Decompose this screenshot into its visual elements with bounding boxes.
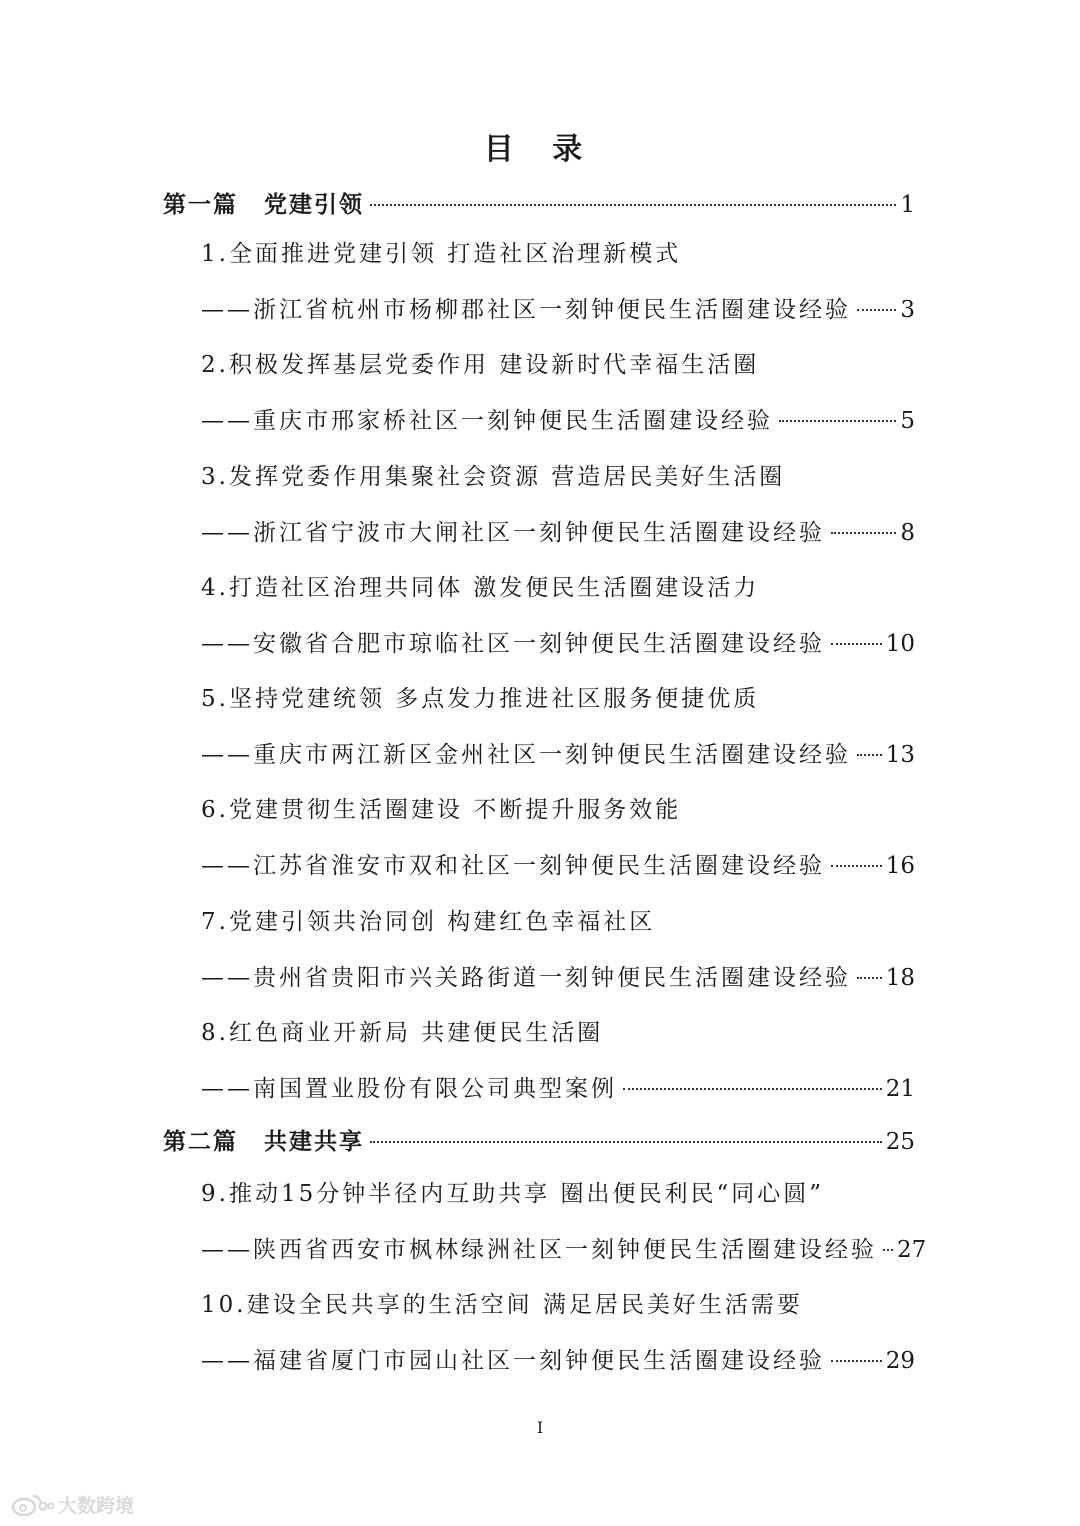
toc-article-subtitle-row[interactable]	[201, 401, 915, 441]
dot-leader	[831, 643, 882, 645]
page-number: 27	[897, 1237, 927, 1263]
toc-article-subtitle-row[interactable]	[201, 846, 915, 886]
toc-article-subtitle: ——陕西省西安市枫林绿洲社区一刻钟便民生活圈建设经验	[201, 1237, 877, 1263]
page-number: 13	[885, 742, 915, 768]
page-number: 21	[885, 1076, 915, 1102]
page-number: 25	[885, 1129, 915, 1155]
toc-article-subtitle: ——重庆市两江新区金州社区一刻钟便民生活圈建设经验	[201, 742, 851, 768]
toc-article-subtitle-row[interactable]	[201, 1341, 915, 1381]
dot-leader	[831, 865, 882, 867]
dot-leader	[883, 1249, 893, 1251]
page-number: 18	[885, 965, 915, 991]
toc-article-subtitle-row[interactable]	[201, 958, 915, 998]
dot-leader	[623, 1088, 882, 1090]
page-number: 3	[900, 297, 915, 323]
watermark-text: 大数跨境	[58, 1494, 135, 1517]
toc-article-subtitle: ——浙江省宁波市大闸社区一刻钟便民生活圈建设经验	[201, 520, 825, 546]
toc-article-subtitle-row[interactable]	[201, 1069, 915, 1109]
toc-article-subtitle: ——浙江省杭州市杨柳郡社区一刻钟便民生活圈建设经验	[201, 297, 851, 323]
dot-leader	[857, 754, 882, 756]
page-title: 目 录	[483, 132, 597, 167]
toc-article-title[interactable]: 6.党建贯彻生活圈建设 不断提升服务效能	[201, 797, 682, 823]
toc-article-title[interactable]: 2.积极发挥基层党委作用 建设新时代幸福生活圈	[201, 352, 760, 378]
weibo-logo-icon	[10, 1490, 54, 1518]
toc-article-subtitle: ——南国置业股份有限公司典型案例	[201, 1076, 617, 1102]
dot-leader	[831, 532, 896, 534]
dot-leader	[857, 309, 896, 311]
dot-leader	[370, 1141, 882, 1143]
footer-page-number: I	[536, 1418, 544, 1437]
dot-leader	[831, 1360, 882, 1362]
dot-leader	[370, 204, 896, 206]
part-label: 第二篇 共建共享	[163, 1129, 364, 1155]
toc-article-subtitle-row[interactable]	[201, 513, 915, 553]
dot-leader	[857, 977, 882, 979]
toc-article-title[interactable]: 9.推动15分钟半径内互助共享 圈出便民利民“同心圆”	[201, 1181, 825, 1207]
part-label: 第一篇 党建引领	[163, 192, 364, 218]
toc-article-title[interactable]: 4.打造社区治理共同体 激发便民生活圈建设活力	[201, 575, 760, 601]
page-number: 1	[900, 192, 915, 218]
dot-leader	[779, 420, 896, 422]
toc-article-subtitle-row[interactable]	[201, 1230, 927, 1270]
toc-article-subtitle: ——江苏省淮安市双和社区一刻钟便民生活圈建设经验	[201, 853, 825, 879]
toc-article-subtitle-row[interactable]	[201, 735, 915, 775]
toc-article-title[interactable]: 1.全面推进党建引领 打造社区治理新模式	[201, 241, 682, 267]
toc-article-title[interactable]: 5.坚持党建统领 多点发力推进社区服务便捷优质	[201, 686, 760, 712]
toc-part-2[interactable]	[163, 1122, 915, 1162]
toc-article-title[interactable]: 7.党建引领共治同创 构建红色幸福社区	[201, 909, 656, 935]
toc-article-title[interactable]: 3.发挥党委作用集聚社会资源 营造居民美好生活圈	[201, 464, 786, 490]
watermark	[10, 1490, 134, 1518]
page-number: 29	[885, 1348, 915, 1374]
toc-article-title[interactable]: 8.红色商业开新局 共建便民生活圈	[201, 1020, 604, 1046]
page-number: 16	[885, 853, 915, 879]
toc-article-subtitle-row[interactable]	[201, 290, 915, 330]
page-number: 5	[900, 408, 915, 434]
toc-article-subtitle: ——贵州省贵阳市兴关路街道一刻钟便民生活圈建设经验	[201, 965, 851, 991]
toc-part-1[interactable]	[163, 185, 915, 225]
page-number: 8	[900, 520, 915, 546]
toc-article-subtitle: ——福建省厦门市园山社区一刻钟便民生活圈建设经验	[201, 1348, 825, 1374]
toc-article-subtitle-row[interactable]	[201, 624, 915, 664]
toc-article-title[interactable]: 10.建设全民共享的生活空间 满足居民美好生活需要	[201, 1292, 803, 1318]
toc-article-subtitle: ——安徽省合肥市琼临社区一刻钟便民生活圈建设经验	[201, 631, 825, 657]
page-number: 10	[885, 631, 915, 657]
toc-article-subtitle: ——重庆市邢家桥社区一刻钟便民生活圈建设经验	[201, 408, 773, 434]
